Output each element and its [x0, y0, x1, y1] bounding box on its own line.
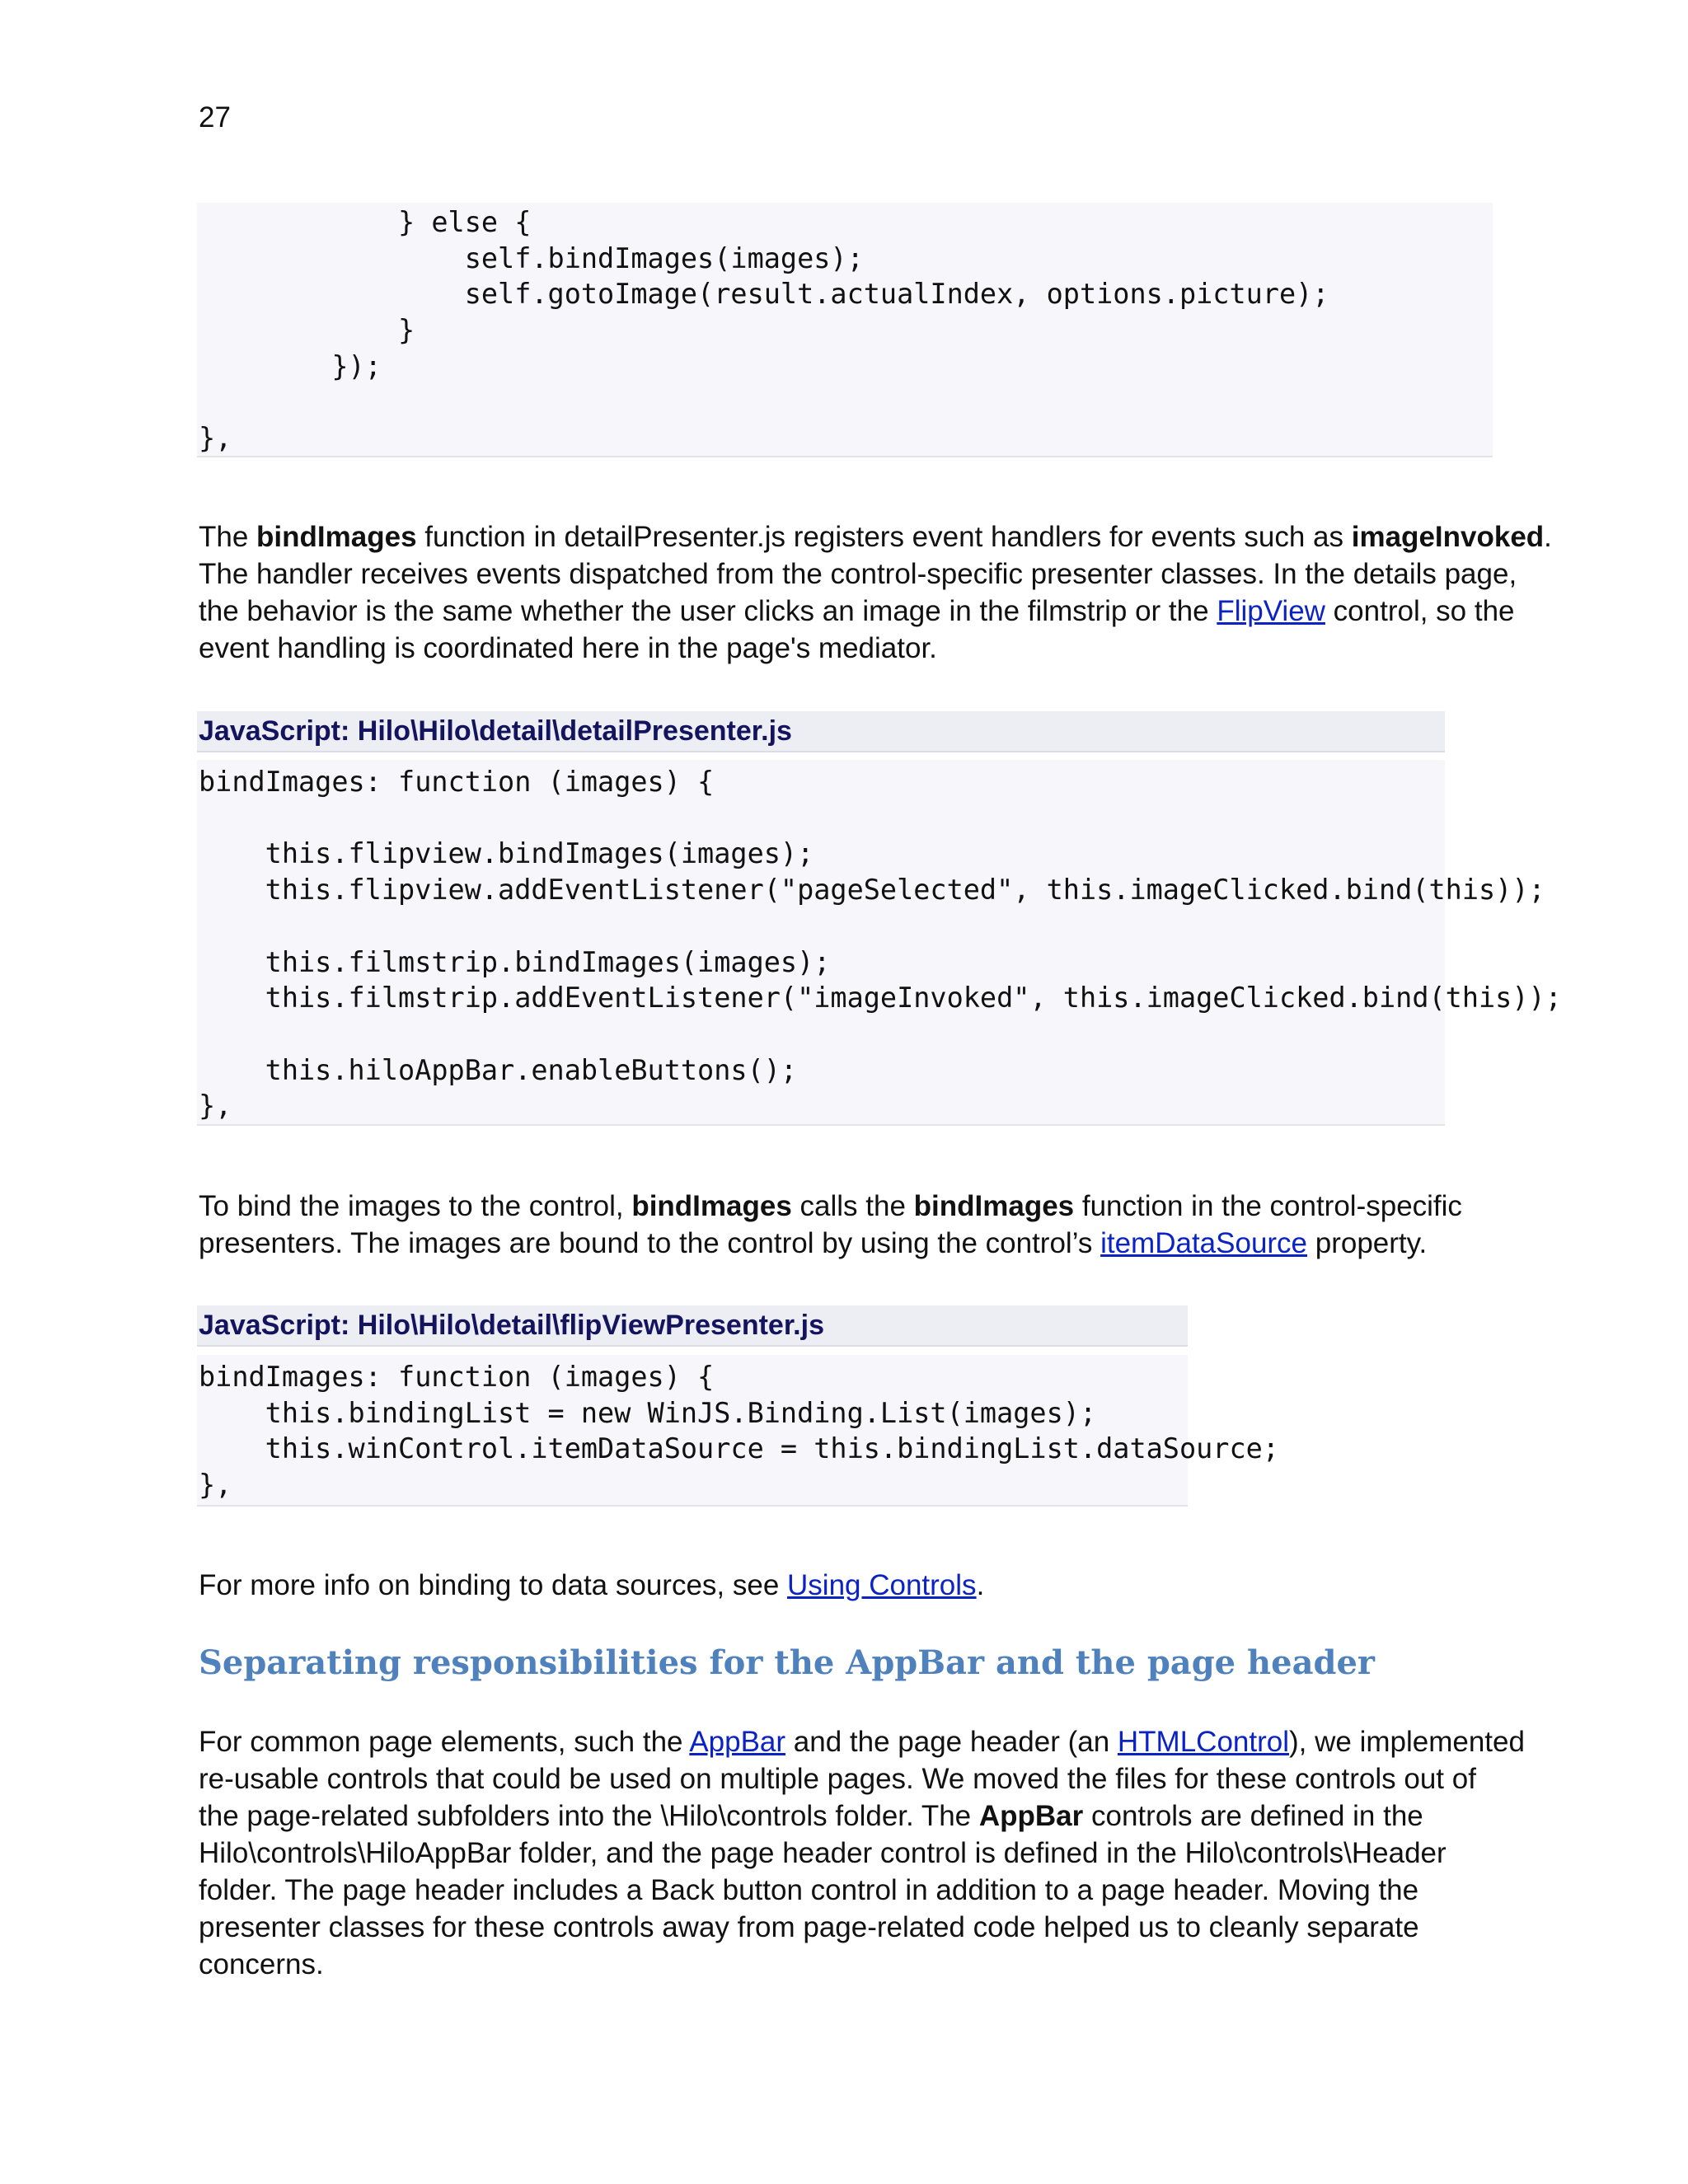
text: controls are defined in the — [1083, 1800, 1423, 1832]
text: The handler receives events dispatched from the control-specific presenter classes. In the details page, — [199, 558, 1517, 590]
code-line — [199, 800, 1445, 837]
code-line: this.flipview.bindImages(images); — [199, 837, 814, 870]
itemdatasource-link[interactable]: itemDataSource — [1100, 1227, 1308, 1259]
text: The — [199, 521, 257, 553]
code-block-continuation — [197, 203, 1493, 457]
code-line: this.flipview.addEventListener("pageSelected", this.imageClicked.bind(this)); — [199, 874, 1545, 907]
appbar-link[interactable]: AppBar — [689, 1726, 786, 1758]
text: calls the — [791, 1190, 914, 1222]
text: presenters. The images are bound to the control by using the control’s — [199, 1227, 1101, 1259]
code-block-flipview-presenter — [197, 1355, 1279, 1507]
code-line: }, — [199, 422, 232, 455]
text: For more info on binding to data sources, see — [199, 1569, 788, 1601]
code-line — [199, 908, 1445, 944]
text: re-usable controls that could be used on multiple pages. We moved the files for these controls out of — [199, 1763, 1476, 1795]
code-line: this.hiloAppBar.enableButtons(); — [199, 1053, 798, 1086]
text: and the page header (an — [785, 1726, 1118, 1758]
code-line: this.filmstrip.addEventListener("imageInvoked", this.imageClicked.bind(this)); — [199, 982, 1562, 1015]
bold-term: bindImages — [913, 1190, 1075, 1222]
text: Hilo\controls\HiloAppBar folder, and the page header control is defined in the Hilo\controls\Header — [199, 1837, 1447, 1869]
page-number: 27 — [199, 101, 231, 134]
bold-term: AppBar — [978, 1800, 1084, 1832]
text: property. — [1307, 1227, 1428, 1259]
using-controls-link[interactable]: Using Controls — [787, 1569, 977, 1601]
text: ), we implemented — [1289, 1726, 1525, 1758]
text: To bind the images to the control, — [199, 1190, 632, 1222]
text: control, so the — [1325, 595, 1515, 627]
paragraph-more-info — [199, 1567, 984, 1604]
text: concerns. — [199, 1948, 324, 1980]
text: presenter classes for these controls away from page-related code helped us to cleanly separate — [199, 1911, 1419, 1943]
text: event handling is coordinated here in the page's mediator. — [199, 632, 937, 664]
text: For common page elements, such the — [199, 1726, 690, 1758]
paragraph-appbar-header — [199, 1723, 1525, 1983]
code-line: this.filmstrip.bindImages(images); — [199, 945, 831, 978]
code-line: self.bindImages(images); — [199, 241, 864, 274]
code-line: }); — [199, 349, 382, 382]
code-line: } — [199, 314, 415, 347]
code-line: self.gotoImage(result.actualIndex, options.picture); — [199, 278, 1329, 311]
bold-term: bindImages — [256, 521, 417, 553]
text: the page-related subfolders into the \Hilo\controls folder. The — [199, 1800, 979, 1832]
htmlcontrol-link[interactable]: HTMLControl — [1117, 1726, 1289, 1758]
text: . — [1544, 521, 1552, 553]
code-line: bindImages: function (images) { — [199, 766, 715, 798]
code-line: bindImages: function (images) { — [199, 1361, 715, 1393]
paragraph-bindimages-intro — [199, 518, 1552, 667]
bold-term: bindImages — [631, 1190, 792, 1222]
code-line — [199, 385, 1493, 421]
text: . — [976, 1569, 985, 1601]
flipview-link[interactable]: FlipView — [1217, 595, 1325, 627]
paragraph-bind-images-control — [199, 1188, 1462, 1262]
code-block-detail-presenter — [197, 760, 1562, 1126]
code-line: }, — [199, 1469, 232, 1502]
text: function in detailPresenter.js registers event handlers for events such as — [416, 521, 1352, 553]
code-line: this.bindingList = new WinJS.Binding.List(images); — [199, 1396, 1097, 1429]
code-line — [199, 1016, 1445, 1052]
code-block-header: JavaScript: Hilo\Hilo\detail\flipViewPresenter.js — [197, 1305, 1188, 1347]
code-block-header: JavaScript: Hilo\Hilo\detail\detailPresenter.js — [197, 711, 1445, 752]
text: folder. The page header includes a Back button control in addition to a page header. Moving the — [199, 1874, 1419, 1906]
bold-term: imageInvoked — [1351, 521, 1545, 553]
code-line: this.winControl.itemDataSource = this.bindingList.dataSource; — [199, 1432, 1279, 1465]
code-line: } else { — [199, 206, 532, 238]
text: function in the control-specific — [1074, 1190, 1462, 1222]
text: the behavior is the same whether the user clicks an image in the filmstrip or the — [199, 595, 1217, 627]
section-heading: Separating responsibilities for the AppBar and the page header — [199, 1643, 1375, 1682]
code-line: }, — [199, 1090, 232, 1122]
